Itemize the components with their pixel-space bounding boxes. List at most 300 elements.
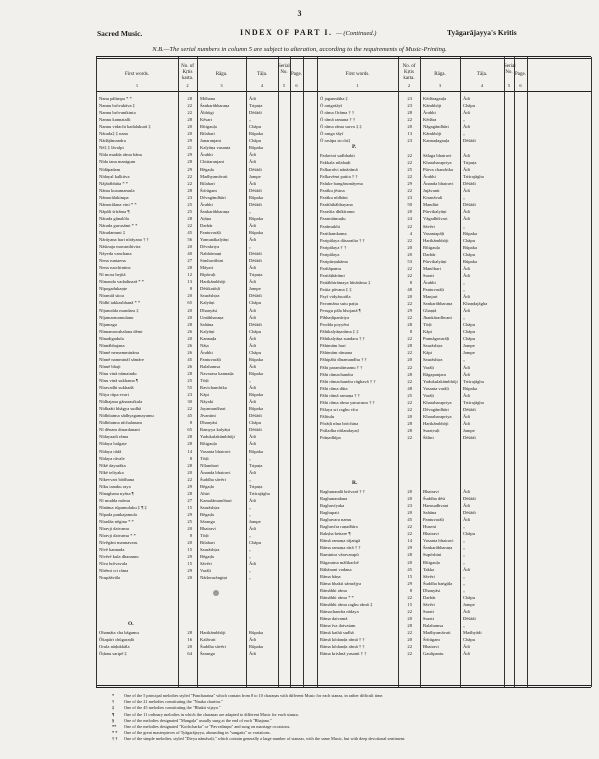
tala-name: „ xyxy=(463,545,466,551)
kriti-count: 29 xyxy=(407,308,412,314)
first-words: Nīvēgāni mannavaru xyxy=(99,540,138,546)
tala-name: Jampe xyxy=(249,173,261,179)
column-number: 2 xyxy=(407,83,411,88)
raga-name: Rītigauḷa xyxy=(200,124,217,130)
first-words: Palkaraīvi nānārāmā xyxy=(320,167,358,173)
raga-name: Saurāshṭra xyxy=(423,357,443,363)
tala-name: Rūpaka xyxy=(249,370,264,376)
column-number: 2 xyxy=(186,83,189,88)
first-words: Rāma bhakti sāmrājya xyxy=(320,580,362,586)
first-words: Paripālaya dāsaratha † † xyxy=(320,237,365,243)
tala-name: Dēśādi xyxy=(249,110,262,116)
footnote-mark: * * xyxy=(112,730,118,736)
first-words: Nāma kusumamula xyxy=(99,187,135,193)
tala-name: Rūpaka xyxy=(249,356,264,362)
first-words: Prāladha nīilandayaḍ xyxy=(320,427,359,433)
kriti-count: 28 xyxy=(187,159,192,165)
first-words: Nājārābhāta * * xyxy=(99,180,129,186)
kriti-count: 20 xyxy=(407,489,412,494)
raga-name: Kiranāvali xyxy=(423,195,443,201)
raga-name: Sālaga bhairavi xyxy=(423,153,452,158)
first-words: Nīravji daivamu * * xyxy=(99,533,136,539)
tala-name: Jampe xyxy=(463,350,475,356)
raga-name: Pūrva chandrika xyxy=(423,167,453,173)
index-title-text: INDEX OF PART I. xyxy=(240,28,333,37)
tala-name: Dēśādi xyxy=(463,406,476,412)
raga-name: Kāmbhōji xyxy=(423,131,442,137)
raga-name: Vasantapāḷi xyxy=(423,230,445,236)
tala-name: „ xyxy=(249,533,252,539)
tala-name: „ xyxy=(249,117,252,123)
column-rule xyxy=(278,57,279,687)
raga-name: Saurāshṭra xyxy=(200,547,220,553)
first-words: Ōḍanu saripē ‡ xyxy=(99,651,127,657)
tala-name: Ādi xyxy=(463,364,470,370)
tala-name: Rūpaka xyxy=(249,131,264,137)
first-words: Pavamāna sutu paṭṭu xyxy=(320,301,359,307)
tala-name: Rūpaka xyxy=(463,244,478,250)
first-words: Nīva brōvavala xyxy=(99,561,128,567)
kriti-count: 22 xyxy=(407,378,412,384)
kriti-count: 20 xyxy=(407,413,412,419)
first-words: Nīradāa nēgina * * xyxy=(99,519,134,524)
first-words: Ō jagannātha ‡ xyxy=(320,96,348,101)
tala-name: Jampe xyxy=(463,601,475,607)
column-header: No. of Kṛtis karta. xyxy=(181,64,194,81)
first-words: Nītya rūpa evari xyxy=(99,392,129,398)
kriti-count: 13 xyxy=(407,131,412,137)
first-words: Nīnu vinā sukhama ¶ xyxy=(99,378,138,383)
tala-name: Chāpu xyxy=(249,328,261,334)
tala-name: Rūpaka xyxy=(249,406,264,412)
kriti-count: 22 xyxy=(407,237,412,243)
first-words: Nāradamuni ‡ xyxy=(99,229,126,235)
kriti-count: 28 xyxy=(407,371,412,377)
column-number: 5 xyxy=(282,83,286,88)
kriti-count: 29 xyxy=(187,138,192,144)
kriti-count: 22 xyxy=(407,651,412,657)
first-words: Ramintra vāravarapū xyxy=(320,552,359,558)
kriti-count: 28 xyxy=(187,490,192,496)
first-words: Nīdhajana gānarasikula xyxy=(99,399,143,405)
raga-name: Pantuvarāḷi xyxy=(423,286,444,292)
footnote-text: One of the great masterpieces of Tyāgarājayya, abounding in "sangatis" or variations. xyxy=(124,730,271,736)
first-words: Nīda tana manigum xyxy=(99,159,136,165)
raga-name: Rītigauḷa xyxy=(423,244,440,250)
kriti-count: 25 xyxy=(407,392,412,398)
tala-name: Ādi xyxy=(463,503,470,509)
first-words: Nīnnē bhaji xyxy=(99,363,121,369)
kriti-count: 45 xyxy=(407,517,412,523)
tala-name: „ xyxy=(249,575,252,581)
first-words: Nī mudda mōmu xyxy=(99,497,131,503)
first-words: Rāmābhi rāma xyxy=(320,587,347,593)
raga-name: Tōḍi xyxy=(200,533,209,539)
tala-name: Triśrajāgha xyxy=(463,378,484,384)
raga-name: Vāgadhīśvari xyxy=(423,216,448,222)
kriti-count: 23 xyxy=(187,194,192,200)
kriti-count: 22 xyxy=(187,476,192,482)
raga-name: Nāṭa xyxy=(200,342,209,348)
first-words: Nīkē dayarāka xyxy=(99,462,126,468)
first-words: Nīdaya rāvale xyxy=(99,455,125,461)
first-words: Nījamarmamulanu xyxy=(99,314,134,320)
raga-name: Ānanda bhairavi xyxy=(423,181,454,187)
raga-name: Harikāmbhōji xyxy=(200,279,226,285)
tala-name: Ādi xyxy=(463,566,470,572)
first-words: Nanu pālimpa * * xyxy=(99,96,132,101)
raga-name: Supōshini xyxy=(423,552,442,558)
tala-name: Jampe xyxy=(249,519,261,524)
kriti-count: 28 xyxy=(187,462,192,468)
tala-name: „ xyxy=(463,357,466,363)
printing-note: N.B.—The serial numbers in column 5 are subject to alteration, according to the requirements of Music-Printing. xyxy=(152,46,447,53)
kriti-count: 20 xyxy=(187,540,192,546)
kriti-count: 8 xyxy=(189,455,192,461)
column-rule xyxy=(197,57,198,687)
kriti-count: 22 xyxy=(407,188,412,194)
tala-name: Ādi xyxy=(249,314,256,320)
first-words: Nīnnamavahalana dēmi xyxy=(99,328,143,334)
tala-name: Ādi xyxy=(249,159,256,165)
tala-name: Chāpu xyxy=(249,300,261,306)
raga-name: Sāvēri xyxy=(423,573,435,579)
kriti-count: 29 xyxy=(187,152,192,158)
tala-name: Ādi xyxy=(463,167,470,173)
first-words: Rāgaratna mālikachē xyxy=(320,559,359,565)
tala-name: „ xyxy=(249,511,252,517)
tala-name: Ādi xyxy=(463,188,470,194)
raga-name: Kēsari xyxy=(200,117,212,123)
first-words: Rakṣha bettare ¶ xyxy=(320,531,351,537)
footnote xyxy=(112,712,299,718)
kriti-count: 28 xyxy=(187,434,192,440)
raga-name: Bilahari xyxy=(200,131,215,137)
first-words: Paluke bangārumāyena xyxy=(320,181,363,187)
tala-name: Ādi xyxy=(463,294,470,299)
first-words: Nīdaya rādā xyxy=(99,448,122,454)
header-rule xyxy=(96,91,591,92)
column-rule xyxy=(514,57,515,687)
first-words: Nīvērē kula dhanamu xyxy=(99,554,139,560)
raga-name: Rīpāvaḷi xyxy=(200,272,216,278)
column-rule xyxy=(290,57,291,687)
tala-name: Ādi xyxy=(463,608,470,614)
kriti-count: 26 xyxy=(187,328,192,334)
column-header: Serial No. xyxy=(504,64,516,75)
footnote-mark: † † xyxy=(112,736,118,742)
kriti-count: 20 xyxy=(187,307,192,313)
bottom-rule xyxy=(96,685,591,686)
kriti-count: 15 xyxy=(187,504,192,510)
tala-name: Ādi xyxy=(249,469,256,475)
first-words: Ohamāta cha bāgamu xyxy=(99,630,139,635)
kriti-count: 28 xyxy=(407,427,412,433)
raga-name: Śrīrāgam xyxy=(423,637,440,643)
bottom-rule-double xyxy=(96,687,591,688)
first-words: Ō ranga śāyī xyxy=(320,131,344,137)
tala-name: Ādi xyxy=(463,517,470,523)
raga-name: Dhanyāsi xyxy=(200,307,218,313)
raga-name: Śālini xyxy=(423,435,434,440)
first-words: Ō rāma rāma sarva ‡ ‡ xyxy=(320,124,362,130)
footnote-mark: ** xyxy=(112,724,117,729)
tala-name: Ādi xyxy=(463,371,470,377)
kriti-count: 28 xyxy=(407,552,412,558)
kriti-count: 20 xyxy=(407,294,412,299)
raga-name: Yamunākalyāṇi xyxy=(200,237,229,242)
first-words: Pālaya sri raghu vīra xyxy=(320,406,358,412)
first-words: Pāhimām rāmana xyxy=(320,350,353,356)
footnote xyxy=(112,718,272,724)
tala-name: Ādi xyxy=(249,96,256,101)
kriti-count: 29 xyxy=(407,181,412,187)
first-words: Paripālaya † † xyxy=(320,244,347,250)
kriti-count: 25 xyxy=(187,519,192,524)
tala-name: Ādi xyxy=(249,342,256,348)
column-number: 5 xyxy=(507,83,511,88)
tala-name: Dēśādi xyxy=(463,138,476,144)
first-words: Nē‡ ‡ lāvalpi xyxy=(99,145,124,151)
kriti-count: 24 xyxy=(407,216,412,222)
tala-name: Ādi xyxy=(249,497,256,503)
tala-name: Ādi xyxy=(249,335,256,341)
raga-name: Vasanta varāḷi xyxy=(423,385,449,391)
kriti-count: 22 xyxy=(187,222,192,228)
tala-name: Rūpaka xyxy=(463,230,478,236)
first-words: Nī mora bejitā xyxy=(99,272,126,278)
raga-name: Vasanta bhairavi xyxy=(423,538,454,544)
tala-name: Chāpu xyxy=(249,138,261,144)
kriti-count: 22 xyxy=(407,630,412,635)
tala-name: Dēśādi xyxy=(249,413,262,419)
kriti-count: 28 xyxy=(187,630,192,635)
raga-name: Aṭāṇa xyxy=(200,215,211,221)
footnote-mark: ‡ xyxy=(112,705,115,711)
kriti-count: 22 xyxy=(407,223,412,229)
tala-name: Ādi xyxy=(463,209,470,215)
raga-name: Janaranjani xyxy=(200,138,221,144)
kriti-count: 25 xyxy=(407,167,412,173)
tala-name: Ādi xyxy=(249,152,256,158)
tala-name: Dēśādi xyxy=(249,293,262,299)
kriti-count: 29 xyxy=(187,511,192,517)
tala-name: „ xyxy=(463,552,466,558)
kriti-count: 28 xyxy=(407,622,412,628)
raga-name: Balahamsa xyxy=(200,363,221,369)
column-number: 4 xyxy=(480,83,484,88)
footnote xyxy=(112,736,405,742)
first-words: Pāhi rāma dūta xyxy=(320,385,348,391)
column-rule xyxy=(460,57,461,687)
tala-name: „ xyxy=(463,279,466,285)
raga-name: Jayamanōhari xyxy=(200,406,226,412)
kriti-count: 28 xyxy=(187,215,192,221)
raga-name: Takka xyxy=(423,566,435,572)
column-number: 1 xyxy=(135,83,139,88)
raga-name: Madhyamāvati xyxy=(200,173,228,179)
first-words: Nāmorālana vini * * xyxy=(99,201,137,207)
tala-name: Ādi xyxy=(249,651,256,657)
tala-name: Chāpu xyxy=(463,531,475,537)
tala-name: „ xyxy=(463,131,466,137)
kriti-count: 20 xyxy=(187,575,192,581)
raga-name: Kalyāṇi xyxy=(200,328,215,334)
tala-name: „ xyxy=(463,195,466,201)
tala-name: Dēśādi xyxy=(249,427,262,433)
kriti-count: 8 xyxy=(409,329,412,335)
first-words: Nījamaīda mandara ‡ xyxy=(99,307,139,313)
kriti-count: 8 xyxy=(189,286,192,292)
index-title-continued: — (Continued.) xyxy=(335,30,377,37)
tala-name: Rūpaka xyxy=(463,258,478,264)
first-words: Paramātmuḍu xyxy=(320,216,346,222)
kriti-count: 48 xyxy=(407,286,412,292)
raga-name: Sāvēri xyxy=(200,561,212,567)
raga-name: Kāpi xyxy=(200,392,209,398)
first-words: Rāmachandra nīdaya xyxy=(320,608,359,614)
first-words: Nena ruochintins xyxy=(99,265,131,271)
first-words: Nījamaga xyxy=(99,321,117,327)
tala-name: Ādi xyxy=(249,307,256,313)
first-words: Nīkē teliyaka xyxy=(99,469,124,475)
tala-name: Ādi xyxy=(463,153,470,158)
kriti-count: 22 xyxy=(407,160,412,166)
raga-name: Ārabhi xyxy=(200,349,213,355)
kriti-count: 4 xyxy=(409,230,412,236)
kriti-count: 28 xyxy=(187,117,192,123)
kriti-count: 20 xyxy=(187,644,192,650)
kriti-count: 20 xyxy=(407,510,412,516)
first-words: Nannu kannatalli xyxy=(99,117,131,123)
raga-name: Saurāshṭra xyxy=(200,293,220,299)
raga-name: Ārabhi xyxy=(423,279,436,285)
raga-name: Suraṭvaḷi xyxy=(423,427,440,433)
kriti-count: 20 xyxy=(407,615,412,621)
footnote-text: One of the 11 ordinary melodies in which the charaṇas are adapted to different Music for each stanza. xyxy=(124,711,299,717)
column-number: 3 xyxy=(220,83,223,88)
footnote-text: One of the simple melodies, styled "Divya nāmāvaḷi," which contain generally a large number of stanzas, with the same Music, but with deep devotional sentiment. xyxy=(124,736,406,742)
tala-name: Tripuṭa xyxy=(249,103,263,109)
kriti-count: 65 xyxy=(187,300,192,306)
column-number: 3 xyxy=(438,83,442,88)
raga-name: Ahiri xyxy=(200,490,210,496)
kriti-count: 8 xyxy=(189,533,192,539)
first-words: Rāhānani vadana xyxy=(320,566,352,572)
running-head-right: Tyāgarājayya's Kritis xyxy=(447,28,517,37)
first-words: Rāmā kōdanḍa rāmā † † xyxy=(320,637,365,643)
kriti-count: 53 xyxy=(407,258,412,264)
first-words: Pōrāḍi nīna brōchina xyxy=(320,420,359,426)
raga-name: Sāvēri xyxy=(423,601,435,607)
first-words: Nīnnē nernamminānu xyxy=(99,349,139,355)
first-words: Nāpāli śrīrāma ¶ xyxy=(99,208,130,214)
tala-name: Ādi xyxy=(249,237,256,242)
raga-name: Simhavāhini xyxy=(200,258,224,264)
tala-name: Chāpu xyxy=(463,251,475,257)
tala-name: Ādi xyxy=(249,561,256,567)
kriti-count: 20 xyxy=(187,469,192,475)
tala-name: Dēśādi xyxy=(463,181,476,187)
tala-name: Dēśādi xyxy=(249,187,262,193)
tala-name: Ādi xyxy=(249,526,256,532)
kriti-count: 20 xyxy=(407,209,412,215)
tala-name: Ādi xyxy=(463,110,470,116)
kriti-count: 20 xyxy=(407,357,412,363)
kriti-count: 27 xyxy=(187,497,192,503)
kriti-count: 15 xyxy=(187,561,192,567)
raga-name: Śankarābharaṇa xyxy=(200,208,230,214)
first-words: Pālitulu xyxy=(320,413,335,419)
kriti-count: 22 xyxy=(407,406,412,412)
raga-name: Bhairavi xyxy=(423,531,439,537)
first-words: Patita pāvana ‡ ‡ xyxy=(320,286,352,292)
first-words: Parāmukhi xyxy=(320,223,340,229)
raga-name: Mōhana xyxy=(200,96,216,101)
kriti-count: 22 xyxy=(407,265,412,271)
raga-name: Kannaḍagauḷa xyxy=(423,138,450,144)
raga-name: Ābhōgi xyxy=(200,110,214,116)
first-words: Nīdayaadi rāma xyxy=(99,434,129,440)
index-title xyxy=(240,28,376,37)
kriti-count: 20 xyxy=(407,496,412,502)
kriti-count: 20 xyxy=(187,244,192,250)
tala-name: Rūpaka xyxy=(249,630,264,635)
kriti-count: 30 xyxy=(187,399,192,405)
first-words: Pāhi rāmā ramaṇa † † xyxy=(320,392,361,398)
footnote-mark: § xyxy=(112,717,115,723)
first-words: Raghuvara namu xyxy=(320,517,352,523)
first-words: Nīvē kannada xyxy=(99,547,125,553)
column-header: Serial No. xyxy=(278,64,290,75)
tala-name: Ādi xyxy=(249,385,256,391)
kriti-count: 15 xyxy=(407,601,412,607)
column-header: Rāga. xyxy=(434,72,446,77)
footnote-text: One of the 5 principal melodies styled "Pancharatna" which contain from 8 to 10 charaṇas with different Music for each stanza, in rather difficult time. xyxy=(124,693,384,698)
column-number: 6 xyxy=(519,83,522,88)
tala-name: „ xyxy=(463,538,466,544)
tala-name: Dēśādi xyxy=(463,615,476,621)
kriti-count: 22 xyxy=(407,435,412,440)
raga-name: Mandāri xyxy=(423,202,439,208)
kriti-count: 15 xyxy=(187,547,192,553)
kriti-count: 22 xyxy=(407,301,412,307)
raga-name: Rītigauḷa xyxy=(200,441,217,447)
raga-name: Śrīrāgam xyxy=(200,187,217,193)
first-words: Rāmā kathā sudhā xyxy=(320,630,354,635)
raga-name: Hamsadhvani xyxy=(423,503,449,509)
raga-name: Rāgapanjara xyxy=(423,371,446,377)
kriti-count: 28 xyxy=(407,343,412,349)
tala-name: Tripuṭa xyxy=(249,272,263,278)
kriti-count: 27 xyxy=(187,258,192,264)
tala-name: Ādi xyxy=(463,272,470,278)
kriti-count: 29 xyxy=(407,580,412,586)
raga-name: Umābharaṇa xyxy=(200,314,224,320)
raga-name: Pantuvarāḷi xyxy=(200,229,221,235)
tala-name: Dēśādi xyxy=(463,435,476,440)
first-words: Prodda poyyēni xyxy=(320,322,349,328)
raga-name: Śuddha sāvēri xyxy=(200,476,226,482)
tala-name: „ xyxy=(463,622,466,628)
footnote-mark: † xyxy=(112,699,115,705)
raga-name: Bēgaḍa xyxy=(200,483,214,489)
tala-name: Rūpaka xyxy=(249,392,264,398)
tala-name: Chāpu xyxy=(463,336,475,342)
first-words: Paraśīta dhīkīramu xyxy=(320,209,355,215)
first-words: Payī vidyāsurāla xyxy=(320,294,351,299)
tala-name: Ādi xyxy=(463,308,470,314)
